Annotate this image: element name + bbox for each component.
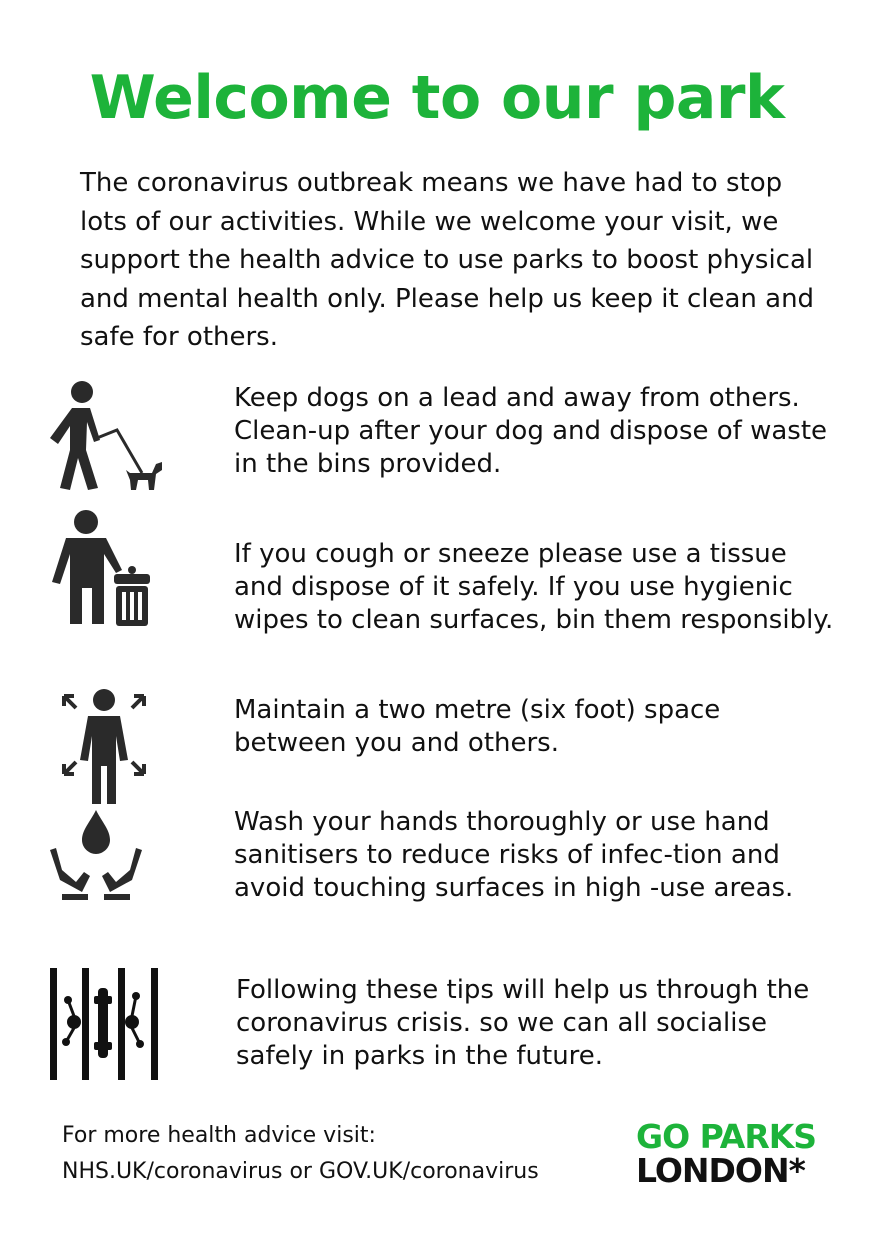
go-parks-london-logo: [636, 1117, 817, 1190]
footer: [62, 1118, 539, 1190]
page-title: Welcome to our park: [89, 63, 785, 133]
logo-line-2: LONDON*: [636, 1151, 805, 1190]
tip-text: Keep dogs on a lead and away from others. Clean-up after your dog and dispose of waste in the bins provided.: [234, 383, 828, 479]
intro-paragraph: The coronavirus outbreak means we have had to stop lots of our activities. While we welcome your visit, we support the health advice to use parks to boost physical and mental health only. Please help us keep it clean and safe for others.: [80, 168, 815, 352]
virus-behind-bars-icon: [48, 966, 160, 1082]
tip-text: If you cough or sneeze please use a tissue and dispose of it safely. If you use hygienic wipes to clean surfaces, bin them responsibly.: [234, 539, 834, 635]
footer-links: NHS.UK/coronavirus or GOV.UK/coronavirus: [62, 1159, 539, 1184]
hand-washing-icon: [46, 800, 146, 910]
social-distance-icon: [56, 686, 156, 806]
tip-text: Following these tips will help us through the coronavirus crisis. so we can all socialise safely in parks in the future.: [236, 975, 810, 1071]
tip-text: Wash your hands thoroughly or use hand sanitisers to reduce risks of infec-tion and avoid touching surfaces in high -use areas.: [234, 807, 794, 903]
tip-text: Maintain a two metre (six foot) space between you and others.: [234, 695, 721, 758]
footer-line-1: For more health advice visit:: [62, 1123, 376, 1148]
person-walking-dog-icon: [42, 378, 167, 498]
person-using-bin-icon: [48, 508, 158, 630]
logo-line-1: GO PARKS: [636, 1117, 817, 1156]
